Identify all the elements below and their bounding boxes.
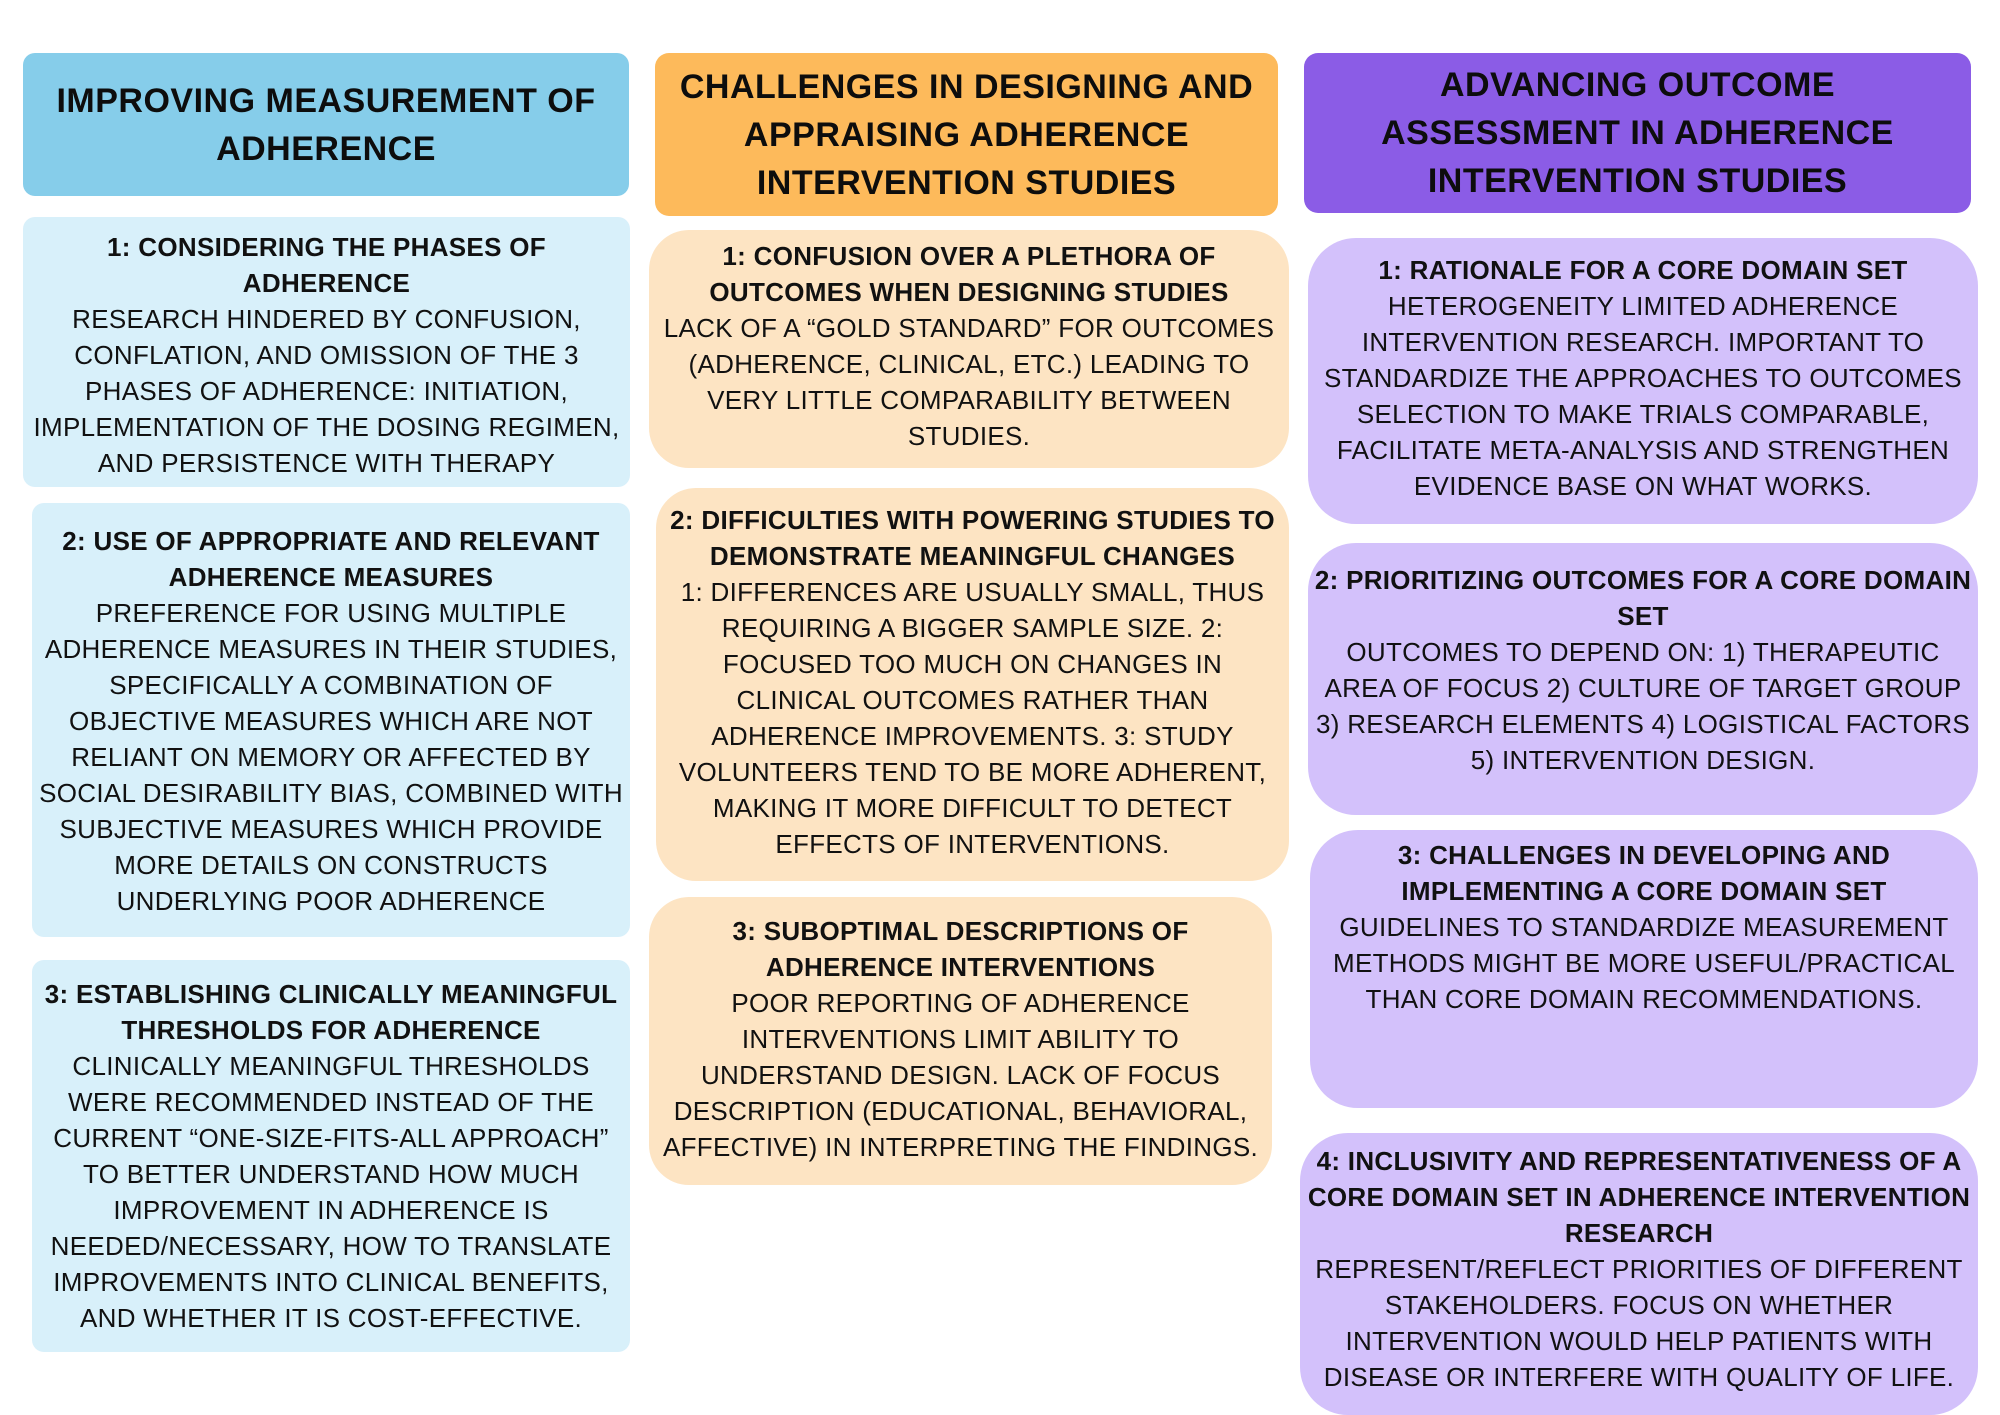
card-body: PREFERENCE FOR USING MULTIPLE ADHERENCE MEASURES IN THEIR STUDIES, SPECIFICALLY A COMBINATION OF OBJECTIVE MEASURES WHICH ARE NOT RELIANT ON MEMORY OR AFFECTED BY SOCIAL DESIRABILITY BIAS, COMBINED WITH SUBJECTIVE MEASURES WHICH PROVIDE MORE DETAILS ON CONSTRUCTS UNDERLYING POOR ADHERENCE [39, 598, 623, 916]
card-title: 3: ESTABLISHING CLINICALLY MEANINGFUL THRESHOLDS FOR ADHERENCE [44, 979, 618, 1045]
card-title: 1: RATIONALE FOR A CORE DOMAIN SET [1378, 255, 1908, 285]
card-inclusivity [1300, 1133, 1978, 1415]
card-title: 2: PRIORITIZING OUTCOMES FOR A CORE DOMAIN SET [1314, 565, 1972, 631]
card-title: 2: USE OF APPROPRIATE AND RELEVANT ADHERENCE MEASURES [62, 526, 600, 592]
card-plethora-of-outcomes [649, 230, 1289, 468]
card-body: LACK OF A “GOLD STANDARD” FOR OUTCOMES (ADHERENCE, CLINICAL, ETC.) LEADING TO VERY LITTLE COMPARABILITY BETWEEN STUDIES. [663, 313, 1275, 451]
card-body: OUTCOMES TO DEPEND ON: 1) THERAPEUTIC AREA OF FOCUS 2) CULTURE OF TARGET GROUP 3) RESEARCH ELEMENTS 4) LOGISTICAL FACTORS 5) INTERVENTION DESIGN. [1315, 637, 1971, 775]
card-title: 4: INCLUSIVITY AND REPRESENTATIVENESS OF A CORE DOMAIN SET IN ADHERENCE INTERVENTION RESEARCH [1307, 1146, 1971, 1248]
card-suboptimal-descriptions [649, 897, 1272, 1185]
card-title: 3: CHALLENGES IN DEVELOPING AND IMPLEMENTING A CORE DOMAIN SET [1397, 840, 1891, 906]
column-header-measurement: IMPROVING MEASUREMENT OF ADHERENCE [23, 53, 629, 196]
column-header-challenges: CHALLENGES IN DESIGNING AND APPRAISING ADHERENCE INTERVENTION STUDIES [655, 53, 1278, 216]
card-body: HETEROGENEITY LIMITED ADHERENCE INTERVENTION RESEARCH. IMPORTANT TO STANDARDIZE THE APPROACHES TO OUTCOMES SELECTION TO MAKE TRIALS COMPARABLE, FACILITATE META-ANALYSIS AND STRENGTHEN EVIDENCE BASE ON WHAT WORKS. [1324, 291, 1962, 501]
card-adherence-measures [32, 503, 630, 937]
card-body: REPRESENT/REFLECT PRIORITIES OF DIFFERENT STAKEHOLDERS. FOCUS ON WHETHER INTERVENTION WOULD HELP PATIENTS WITH DISEASE OR INTERFERE WITH QUALITY OF LIFE. [1315, 1254, 1963, 1392]
card-body: CLINICALLY MEANINGFUL THRESHOLDS WERE RECOMMENDED INSTEAD OF THE CURRENT “ONE-SIZE-FITS-ALL APPROACH” TO BETTER UNDERSTAND HOW MUCH IMPROVEMENT IN ADHERENCE IS NEEDED/NECESSARY, HOW TO TRANSLATE IMPROVEMENTS INTO CLINICAL BENEFITS, AND WHETHER IT IS COST-EFFECTIVE. [50, 1051, 612, 1333]
card-phases-of-adherence [23, 217, 630, 487]
card-body: GUIDELINES TO STANDARDIZE MEASUREMENT METHODS MIGHT BE MORE USEFUL/PRACTICAL THAN CORE DOMAIN RECOMMENDATIONS. [1333, 912, 1955, 1014]
card-meaningful-thresholds [32, 960, 630, 1352]
card-title: 1: CONSIDERING THE PHASES OF ADHERENCE [107, 232, 546, 298]
card-title: 3: SUBOPTIMAL DESCRIPTIONS OF ADHERENCE INTERVENTIONS [732, 916, 1189, 982]
card-core-domain-challenges [1310, 830, 1978, 1108]
card-core-domain-rationale [1308, 238, 1978, 524]
card-body: RESEARCH HINDERED BY CONFUSION, CONFLATION, AND OMISSION OF THE 3 PHASES OF ADHERENCE: INITIATION, IMPLEMENTATION OF THE DOSING REGIMEN, AND PERSISTENCE WITH THERAPY [33, 304, 620, 478]
card-body: 1: DIFFERENCES ARE USUALLY SMALL, THUS REQUIRING A BIGGER SAMPLE SIZE. 2: FOCUSED TOO MUCH ON CHANGES IN CLINICAL OUTCOMES RATHER THAN ADHERENCE IMPROVEMENTS. 3: STUDY VOLUNTEERS TEND TO BE MORE ADHERENT, MAKING IT MORE DIFFICULT TO DETECT EFFECTS OF INTERVENTIONS. [678, 577, 1267, 859]
card-powering-studies [656, 488, 1289, 881]
column-header-outcome-assessment: ADVANCING OUTCOME ASSESSMENT IN ADHERENCE INTERVENTION STUDIES [1304, 53, 1971, 213]
card-title: 1: CONFUSION OVER A PLETHORA OF OUTCOMES WHEN DESIGNING STUDIES [709, 241, 1229, 307]
card-prioritizing-outcomes [1308, 543, 1978, 815]
card-body: POOR REPORTING OF ADHERENCE INTERVENTIONS LIMIT ABILITY TO UNDERSTAND DESIGN. LACK OF FOCUS DESCRIPTION (EDUCATIONAL, BEHAVIORAL, AFFECTIVE) IN INTERPRETING THE FINDINGS. [662, 988, 1259, 1162]
card-title: 2: DIFFICULTIES WITH POWERING STUDIES TO DEMONSTRATE MEANINGFUL CHANGES [670, 505, 1275, 571]
